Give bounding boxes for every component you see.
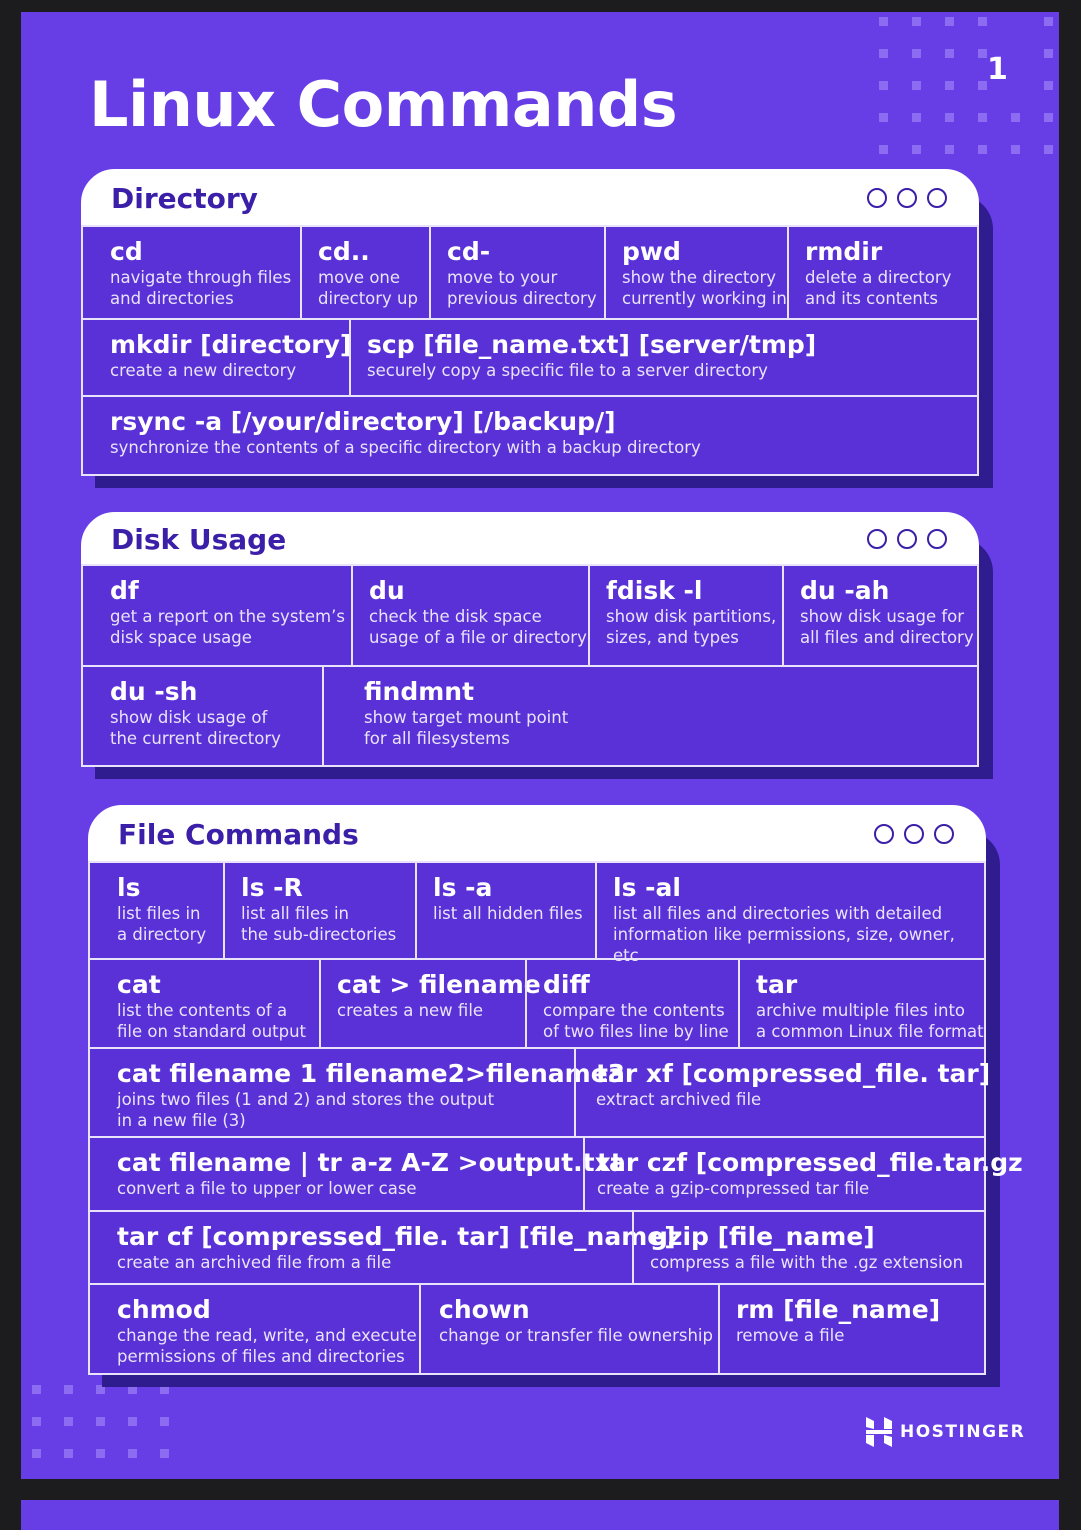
decorative-dot: [160, 1449, 169, 1458]
command-name: fdisk -l: [606, 576, 703, 605]
command-cell: [83, 667, 322, 765]
command-description: get a report on the system’s disk space usage: [110, 607, 345, 647]
decorative-dot: [978, 17, 987, 26]
page-number: 1: [987, 52, 1008, 87]
decorative-dot: [64, 1449, 73, 1458]
page-title: Linux Commands: [89, 68, 678, 141]
command-description: list all files and directories with detailed information like permissions, size, owner, etc: [613, 904, 955, 965]
command-row: [90, 1138, 1023, 1212]
command-name: cd-: [447, 237, 491, 266]
command-row: [83, 320, 977, 397]
command-cell: [300, 227, 429, 318]
window-circle-icon: [867, 188, 887, 208]
command-name: cat > filename: [337, 970, 541, 999]
command-cell: [83, 397, 977, 474]
command-name: mkdir [directory]: [110, 330, 352, 359]
command-description: archive multiple files into a common Linux file format: [756, 1001, 984, 1041]
window-circle-icon: [867, 529, 887, 549]
command-name: du -ah: [800, 576, 890, 605]
command-cell: [351, 566, 588, 665]
section-header: [81, 169, 979, 227]
decorative-dot: [945, 145, 954, 154]
decorative-dot: [912, 49, 921, 58]
decorative-dot: [978, 81, 987, 90]
command-cell: [223, 863, 415, 958]
command-name: tar czf [compressed_file.tar.gz: [597, 1148, 1023, 1177]
command-cell: [90, 1138, 623, 1210]
command-description: show disk usage for all files and directory: [800, 607, 974, 647]
decorative-dot: [879, 81, 888, 90]
command-cell: [322, 667, 977, 765]
decorative-dot: [945, 49, 954, 58]
decorative-dot: [128, 1417, 137, 1426]
command-name: ls -a: [433, 873, 493, 902]
command-cell: [588, 566, 782, 665]
command-row: [90, 1049, 991, 1138]
window-circle-icon: [897, 188, 917, 208]
decorative-dot: [879, 113, 888, 122]
command-cell: [525, 960, 738, 1047]
decorative-dot: [1044, 113, 1053, 122]
command-name: chmod: [117, 1295, 211, 1324]
section-card: [88, 805, 1023, 1373]
command-description: show the directory currently working in: [622, 268, 787, 308]
window-controls: [867, 188, 947, 208]
decorative-dot: [912, 17, 921, 26]
command-name: diff: [543, 970, 590, 999]
command-description: create a new directory: [110, 361, 297, 380]
decorative-dot: [879, 49, 888, 58]
command-name: scp [file_name.txt] [server/tmp]: [367, 330, 817, 359]
window-controls: [874, 824, 954, 844]
command-description: extract archived file: [596, 1090, 762, 1109]
command-row: [90, 1212, 984, 1285]
command-cell: [574, 1049, 991, 1136]
window-circle-icon: [874, 824, 894, 844]
decorative-dot: [879, 17, 888, 26]
command-name: rm [file_name]: [736, 1295, 941, 1324]
command-row: [90, 863, 984, 965]
decorative-dot: [945, 81, 954, 90]
command-description: compare the contents of two files line by line: [543, 1001, 729, 1041]
decorative-dot: [64, 1417, 73, 1426]
decorative-dot: [128, 1449, 137, 1458]
command-name: cd..: [318, 237, 370, 266]
command-description: list all files in the sub-directories: [241, 904, 397, 944]
command-name: tar: [756, 970, 798, 999]
decorative-dot: [96, 1417, 105, 1426]
window-circle-icon: [904, 824, 924, 844]
decorative-dot: [1011, 145, 1020, 154]
command-description: check the disk space usage of a file or directory: [369, 607, 587, 647]
command-name: rsync -a [/your/directory] [/backup/]: [110, 407, 616, 436]
command-grid: [81, 564, 979, 767]
cheatsheet-page: [21, 12, 1059, 1479]
section-card: [81, 169, 979, 474]
decorative-dot: [1044, 81, 1053, 90]
command-row: [83, 397, 977, 474]
command-description: create an archived file from a file: [117, 1253, 392, 1272]
command-description: delete a directory and its contents: [805, 268, 952, 308]
command-cell: [595, 863, 984, 965]
command-description: move to your previous directory: [447, 268, 597, 308]
command-cell: [83, 566, 351, 665]
command-description: convert a file to upper or lower case: [117, 1179, 417, 1198]
decorative-dot: [945, 113, 954, 122]
command-cell: [415, 863, 595, 958]
command-name: cd: [110, 237, 143, 266]
command-name: rmdir: [805, 237, 883, 266]
command-name: cat: [117, 970, 161, 999]
command-description: creates a new file: [337, 1001, 484, 1020]
command-cell: [604, 227, 787, 318]
command-cell: [90, 1285, 419, 1373]
decorative-dot: [32, 1449, 41, 1458]
command-cell: [718, 1285, 984, 1373]
decorative-dot: [978, 49, 987, 58]
decorative-dot: [1044, 49, 1053, 58]
command-cell: [349, 320, 977, 395]
decorative-dot: [912, 145, 921, 154]
command-description: show disk usage of the current directory: [110, 708, 281, 748]
command-cell: [787, 227, 977, 318]
brand-name: HOSTINGER: [900, 1422, 1026, 1442]
command-description: change or transfer file ownership: [439, 1326, 713, 1345]
command-name: gzip [file_name]: [650, 1222, 875, 1251]
command-description: navigate through files and directories: [110, 268, 292, 308]
section-header: [81, 512, 979, 566]
command-name: findmnt: [364, 677, 475, 706]
command-name: cat filename 1 filename2>filename3: [117, 1059, 626, 1088]
decorative-dot: [879, 145, 888, 154]
section-card: [81, 512, 979, 765]
command-cell: [632, 1212, 984, 1283]
command-description: compress a file with the .gz extension: [650, 1253, 964, 1272]
command-name: ls: [117, 873, 141, 902]
decorative-dot: [160, 1417, 169, 1426]
window-circle-icon: [934, 824, 954, 844]
command-row: [83, 566, 977, 667]
command-name: pwd: [622, 237, 681, 266]
command-cell: [419, 1285, 718, 1373]
command-name: du: [369, 576, 405, 605]
command-row: [83, 227, 977, 320]
command-cell: [738, 960, 984, 1047]
command-name: chown: [439, 1295, 530, 1324]
decorative-dot: [1011, 113, 1020, 122]
window-circle-icon: [897, 529, 917, 549]
command-cell: [90, 1049, 626, 1136]
command-row: [90, 1285, 984, 1373]
decorative-dot: [1044, 145, 1053, 154]
command-description: list files in a directory: [117, 904, 207, 944]
command-description: synchronize the contents of a specific directory with a backup directory: [110, 438, 701, 457]
section-title: File Commands: [118, 818, 359, 851]
command-name: df: [110, 576, 139, 605]
command-grid: [88, 861, 1023, 1375]
decorative-dot: [1044, 17, 1053, 26]
section-title: Disk Usage: [111, 523, 287, 556]
command-description: remove a file: [736, 1326, 845, 1345]
command-name: du -sh: [110, 677, 198, 706]
hostinger-logo: [866, 1417, 1025, 1447]
command-description: move one directory up: [318, 268, 418, 308]
command-cell: [319, 960, 541, 1047]
command-description: change the read, write, and execute permissions of files and directories: [117, 1326, 417, 1366]
section-title: Directory: [111, 182, 258, 215]
command-description: joins two files (1 and 2) and stores the output in a new file (3): [117, 1090, 495, 1130]
decorative-dot: [978, 145, 987, 154]
command-description: show target mount point for all filesystems: [364, 708, 569, 748]
command-cell: [83, 227, 300, 318]
command-cell: [782, 566, 977, 665]
command-description: securely copy a specific file to a server directory: [367, 361, 768, 380]
command-cell: [90, 863, 223, 958]
decorative-dot: [96, 1449, 105, 1458]
decorative-dot: [945, 17, 954, 26]
command-cell: [429, 227, 604, 318]
command-cell: [90, 960, 319, 1047]
command-name: tar cf [compressed_file. tar] [file_name]: [117, 1222, 676, 1251]
command-description: show disk partitions, sizes, and types: [606, 607, 777, 647]
hostinger-logo-icon: [866, 1417, 892, 1447]
command-name: ls -R: [241, 873, 303, 902]
decorative-dot: [978, 113, 987, 122]
decorative-dot: [32, 1385, 41, 1394]
decorative-dot: [64, 1385, 73, 1394]
command-row: [83, 667, 977, 765]
command-row: [90, 960, 984, 1049]
window-circle-icon: [927, 529, 947, 549]
command-name: cat filename | tr a-z A-Z >output.txt: [117, 1148, 623, 1177]
command-cell: [90, 1212, 676, 1283]
decorative-dot: [912, 113, 921, 122]
command-cell: [83, 320, 352, 395]
command-description: list all hidden files: [433, 904, 583, 923]
command-description: list the contents of a file on standard output: [117, 1001, 307, 1041]
command-grid: [81, 225, 979, 476]
window-controls: [867, 529, 947, 549]
command-cell: [583, 1138, 1023, 1210]
decorative-dot: [912, 81, 921, 90]
next-page-edge: [21, 1500, 1059, 1530]
command-name: tar xf [compressed_file. tar]: [596, 1059, 991, 1088]
window-circle-icon: [927, 188, 947, 208]
command-name: ls -al: [613, 873, 681, 902]
decorative-dot: [32, 1417, 41, 1426]
command-description: create a gzip-compressed tar file: [597, 1179, 870, 1198]
section-header: [88, 805, 986, 863]
